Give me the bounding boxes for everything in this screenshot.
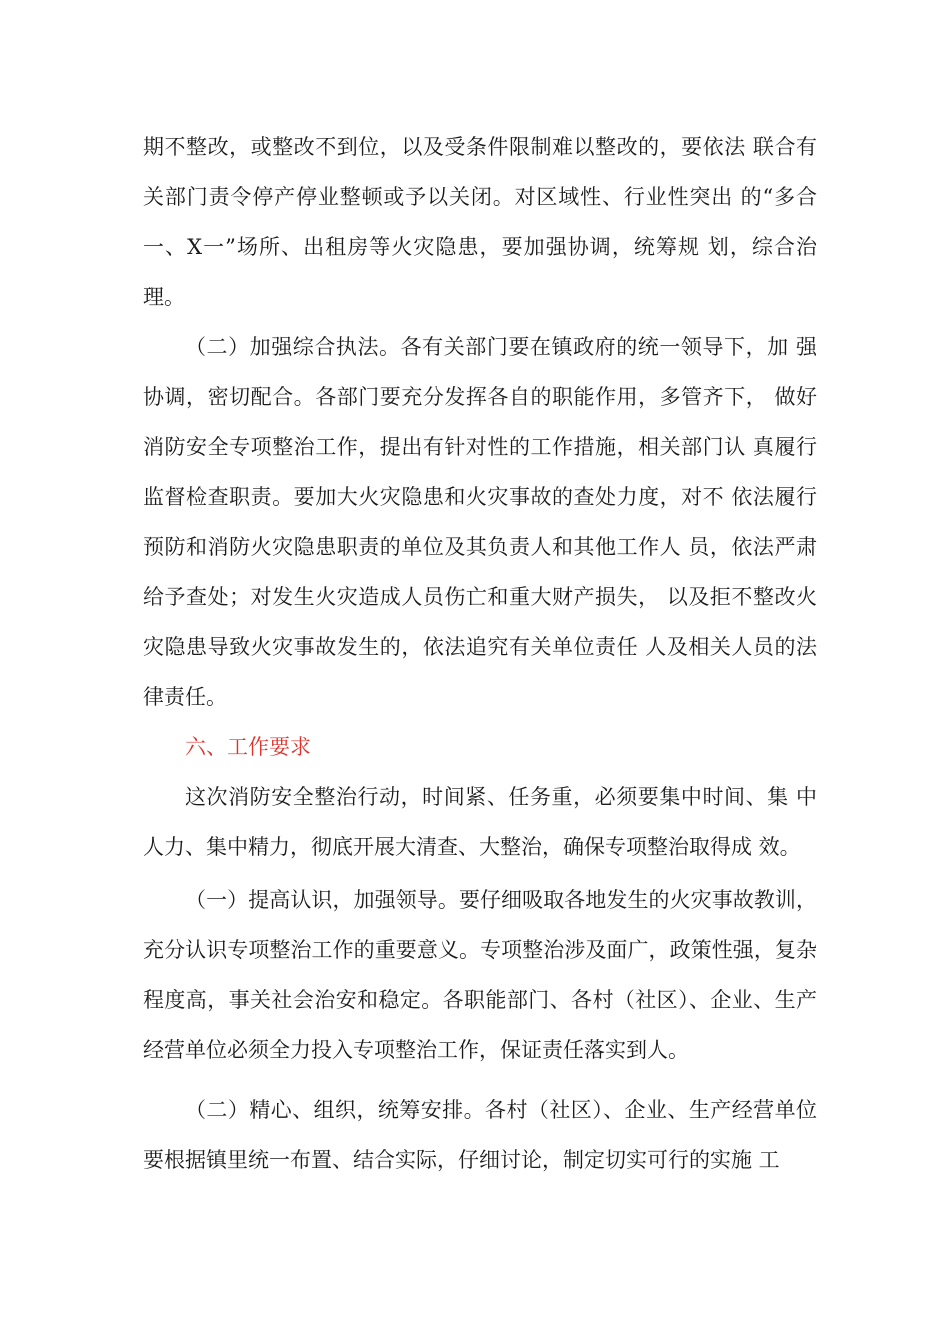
paragraph-comprehensive-enforcement: （二）加强综合执法。各有关部门要在镇政府的统一领导下，加 强协调，密切配合。各部门要充分发挥各自的职能作用，多管齐下， 做好消防安全专项整治工作，提出有针对性的工作措施，相关部门认 真履行监督检查职责。要加大火灾隐患和火灾事故的查处力度，对不 依法履行预防和消防火灾隐患职责的单位及其负责人和其他工作人 员，依法严肃给予查处；对发生火灾造成人员伤亡和重大财产损失， 以及拒不整改火灾隐患导致火灾事故发生的，依法追究有关单位责任 人及相关人员的法律责任。 xyxy=(143,335,817,709)
section-heading-work-requirements: 六、工作要求 xyxy=(185,735,311,759)
paragraph-raise-awareness: （一）提高认识，加强领导。要仔细吸取各地发生的火灾事故教训，充分认识专项整治工作的重要意义。专项整治涉及面广，政策性强，复杂程度高，事关社会治安和稳定。各职能部门、各村（社区）、企业、生产经营单位必须全力投入专项整治工作，保证责任落实到人。 xyxy=(143,888,817,1062)
paragraph-rectification: 期不整改，或整改不到位，以及受条件限制难以整改的，要依法 联合有关部门责令停产停业整顿或予以关闭。对区域性、行业性突出 的“多合一、X一”场所、出租房等火灾隐患，要加强协调，统筹规 划，综合治理。 xyxy=(143,135,817,309)
document-page xyxy=(143,122,817,1185)
paragraph-campaign-intro: 这次消防安全整治行动，时间紧、任务重，必须要集中时间、集 中人力、集中精力，彻底开展大清查、大整治，确保专项整治取得成 效。 xyxy=(143,785,817,859)
paragraph-organize-arrange: （二）精心、组织，统筹安排。各村（社区）、企业、生产经营单位要根据镇里统一布置、结合实际，仔细讨论，制定切实可行的实施 工 xyxy=(143,1098,817,1172)
